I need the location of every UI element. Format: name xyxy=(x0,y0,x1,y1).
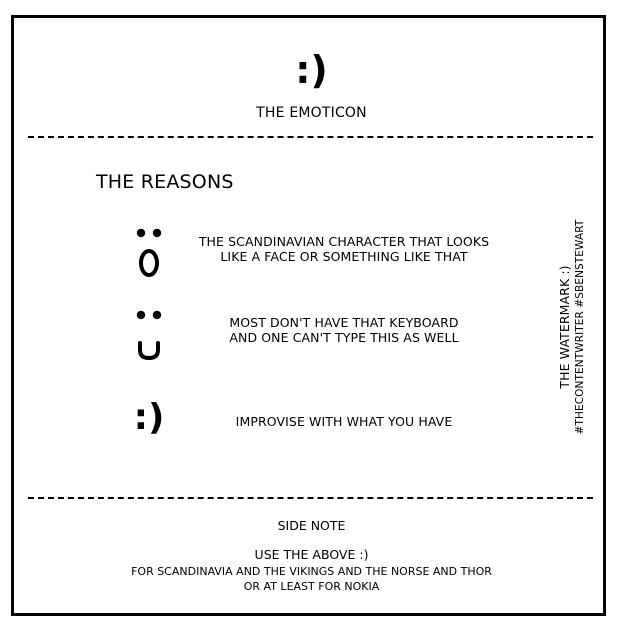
reason-2-line-1: MOST DON'T HAVE THAT KEYBOARD xyxy=(229,315,459,330)
colon-paren-face-icon: :) xyxy=(133,397,165,438)
header-title: THE EMOTICON xyxy=(256,105,367,121)
reason-1-text xyxy=(194,234,494,264)
watermark-text-block xyxy=(556,212,588,442)
o-with-diaeresis-face-icon xyxy=(124,224,174,284)
reasons-title: THE REASONS xyxy=(96,171,234,193)
dashed-divider-bottom xyxy=(28,497,593,499)
side-note-title: SIDE NOTE xyxy=(277,518,346,533)
side-note-line-1: FOR SCANDINAVIA AND THE VIKINGS AND THE NORSE AND THOR xyxy=(131,565,492,578)
reason-1-line-2: LIKE A FACE OR SOMETHING LIKE THAT xyxy=(220,249,468,264)
header-emoticon: :) xyxy=(295,48,328,92)
reason-3-line-1: IMPROVISE WITH WHAT YOU HAVE xyxy=(235,414,453,429)
reason-2-text xyxy=(194,315,494,345)
side-note-use-line: USE THE ABOVE :) xyxy=(254,547,369,562)
two-dot-smile-face-icon xyxy=(124,306,174,366)
reason-1-line-1: THE SCANDINAVIAN CHARACTER THAT LOOKS xyxy=(198,234,490,249)
reason-2-line-2: AND ONE CAN'T TYPE THIS AS WELL xyxy=(229,330,459,345)
reason-3-text xyxy=(194,414,494,429)
watermark-line-2: #THECONTENTWRITER #SBENSTEWART xyxy=(574,219,586,435)
dashed-divider-top xyxy=(28,136,593,138)
comic-panel-frame xyxy=(11,15,606,616)
watermark-line-1: THE WATERMARK :) xyxy=(557,265,572,389)
side-note-line-2: OR AT LEAST FOR NOKIA xyxy=(243,580,380,593)
